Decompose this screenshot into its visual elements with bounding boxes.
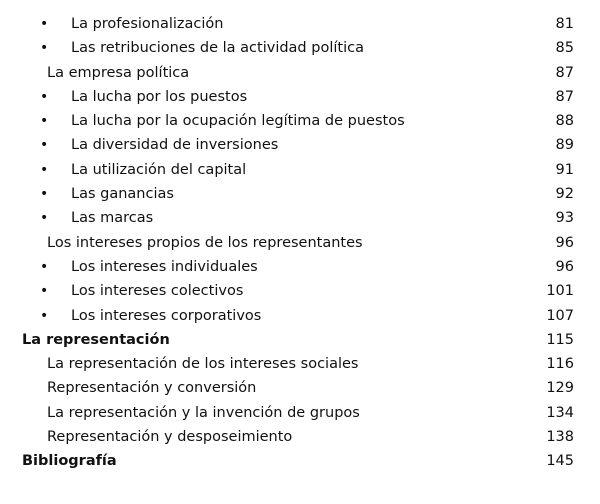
bullet: • (40, 258, 49, 275)
toc-chapter-page: 145 (546, 453, 574, 470)
toc-section-desposeimiento (0, 425, 600, 449)
toc-entry-page: 88 (555, 113, 574, 130)
toc-entry-title: Los intereses individuales (71, 258, 258, 275)
toc-entry-lucha-puestos (0, 85, 600, 109)
bullet: • (40, 88, 49, 105)
toc-section-invencion-grupos (0, 401, 600, 425)
bullet: • (40, 113, 49, 130)
bullet: • (40, 161, 49, 178)
bullet: • (40, 16, 49, 32)
toc-entry-page: 89 (555, 137, 574, 154)
toc-entry-intereses-individuales (0, 255, 600, 279)
toc-section-page: 129 (546, 380, 574, 397)
toc-section-page: 87 (555, 64, 574, 81)
toc-entry-retribuciones (0, 36, 600, 60)
toc-entry-utilizacion-capital (0, 158, 600, 182)
toc-entry-page: 92 (555, 186, 574, 203)
toc-chapter-title: La representación (22, 331, 170, 348)
toc-entry-intereses-colectivos (0, 279, 600, 303)
toc-entry-title: La diversidad de inversiones (71, 137, 279, 154)
toc-entry-diversidad-inversiones (0, 133, 600, 157)
bullet: • (40, 186, 49, 203)
toc-entry-title: Los intereses colectivos (71, 283, 244, 300)
toc-entry-marcas (0, 206, 600, 230)
bullet: • (40, 210, 49, 227)
bullet: • (40, 307, 49, 324)
toc-entry-title: La profesionalización (71, 16, 224, 32)
toc-entry-page: 91 (555, 161, 574, 178)
toc-entry-page: 85 (555, 40, 574, 57)
toc-entry-intereses-corporativos (0, 304, 600, 328)
toc-section-page: 116 (546, 356, 574, 373)
toc-section-title: Representación y desposeimiento (47, 429, 293, 446)
toc-section-page: 96 (555, 234, 574, 251)
toc-entry-page: 87 (555, 88, 574, 105)
bullet: • (40, 283, 49, 300)
toc-entry-page: 107 (546, 307, 574, 324)
toc-entry-title: Los intereses corporativos (71, 307, 262, 324)
toc-entry-title: Las ganancias (71, 186, 174, 203)
toc-section-title: La representación y la invención de grupos (47, 404, 360, 421)
bullet: • (40, 137, 49, 154)
toc-entry-title: Las retribuciones de la actividad política (71, 40, 364, 57)
toc-entry-title: La utilización del capital (71, 161, 247, 178)
toc-section-title: Los intereses propios de los representantes (47, 234, 363, 251)
toc-chapter-bibliografia (0, 449, 600, 473)
toc-section-page: 138 (546, 429, 574, 446)
toc-entry-title: La lucha por los puestos (71, 88, 248, 105)
toc-entry-page: 96 (555, 258, 574, 275)
toc-section-page: 134 (546, 404, 574, 421)
toc-entry-page: 93 (555, 210, 574, 227)
toc-section-title: La representación de los intereses sociales (47, 356, 359, 373)
toc-section-empresa-politica (0, 61, 600, 85)
toc-section-intereses-sociales (0, 352, 600, 376)
toc-entry-page: 81 (555, 16, 574, 32)
toc-chapter-title: Bibliografía (22, 453, 117, 470)
toc-entry-title: La lucha por la ocupación legítima de puestos (71, 113, 405, 130)
toc-chapter-page: 115 (546, 331, 574, 348)
toc-entry-ganancias (0, 182, 600, 206)
toc-entry-profesionalizacion (0, 12, 600, 36)
toc-section-title: Representación y conversión (47, 380, 257, 397)
bullet: • (40, 40, 49, 57)
toc-entry-title: Las marcas (71, 210, 154, 227)
toc-section-title: La empresa política (47, 64, 190, 81)
toc-entry-lucha-ocupacion (0, 109, 600, 133)
toc-chapter-representacion (0, 328, 600, 352)
table-of-contents (0, 12, 600, 474)
toc-section-conversion (0, 376, 600, 400)
toc-entry-page: 101 (546, 283, 574, 300)
toc-section-intereses-propios (0, 231, 600, 255)
